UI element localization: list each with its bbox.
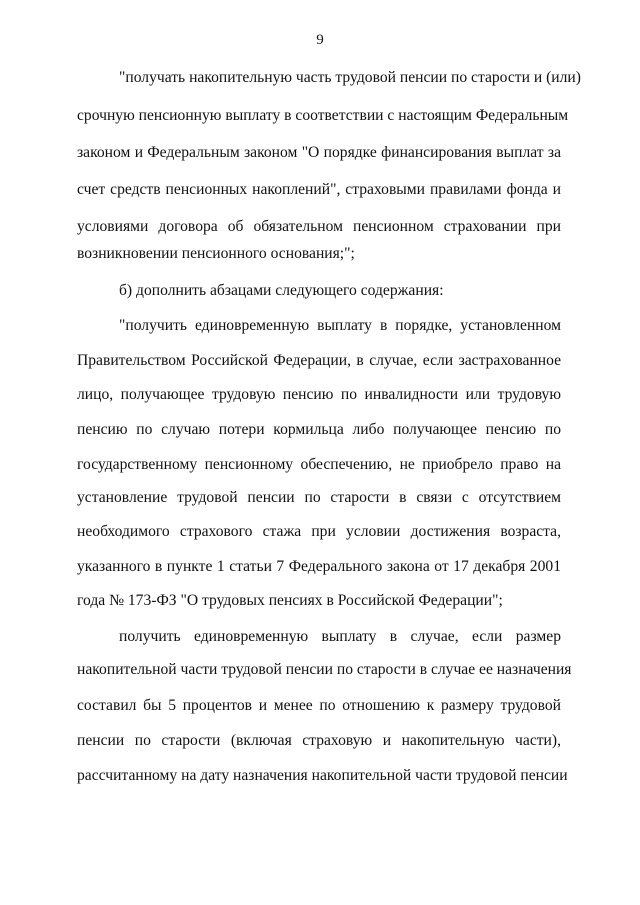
text-line: государственному пенсионному обеспечению, не приобрело право на [77, 456, 561, 473]
text-line: Правительством Российской Федерации, в случае, если застрахованное [77, 352, 561, 369]
text-line: установление трудовой пенсии по старости в связи с отсутствием [77, 489, 561, 506]
text-line: срочную пенсионную выплату в соответствии с настоящим Федеральным [77, 107, 569, 124]
text-line: пенсию по случаю потери кормильца либо получающее пенсию по [77, 421, 561, 438]
page-number: 9 [316, 32, 324, 48]
text-line: получить единовременную выплату в случае, если размер [119, 628, 561, 645]
text-line: года № 173-ФЗ "О трудовых пенсиях в Российской Федерации"; [77, 592, 503, 609]
text-line: пенсии по старости (включая страховую и накопительную части), [77, 732, 561, 749]
text-line: законом и Федеральным законом "О порядке финансирования выплат за [77, 144, 561, 161]
text-line: необходимого страхового стажа при условии достижения возраста, [77, 523, 561, 540]
text-line: рассчитанному на дату назначения накопительной части трудовой пенсии [77, 767, 568, 784]
text-line: накопительной части трудовой пенсии по старости в случае ее назначения [77, 661, 572, 678]
text-line: указанного в пункте 1 статьи 7 Федерального закона от 17 декабря 2001 [77, 558, 561, 575]
text-line: счет средств пенсионных накоплений", страховыми правилами фонда и [77, 181, 561, 198]
text-line: б) дополнить абзацами следующего содержания: [119, 282, 444, 299]
text-line: "получать накопительную часть трудовой пенсии по старости и (или) [119, 69, 581, 86]
text-line: составил бы 5 процентов и менее по отношению к размеру трудовой [77, 697, 561, 714]
text-line: возникновении пенсионного основания;"; [77, 245, 355, 262]
text-line: условиями договора об обязательном пенсионном страховании при [77, 218, 561, 235]
text-line: лицо, получающее трудовую пенсию по инвалидности или трудовую [77, 386, 561, 403]
text-line: "получить единовременную выплату в порядке, установленном [119, 317, 561, 334]
